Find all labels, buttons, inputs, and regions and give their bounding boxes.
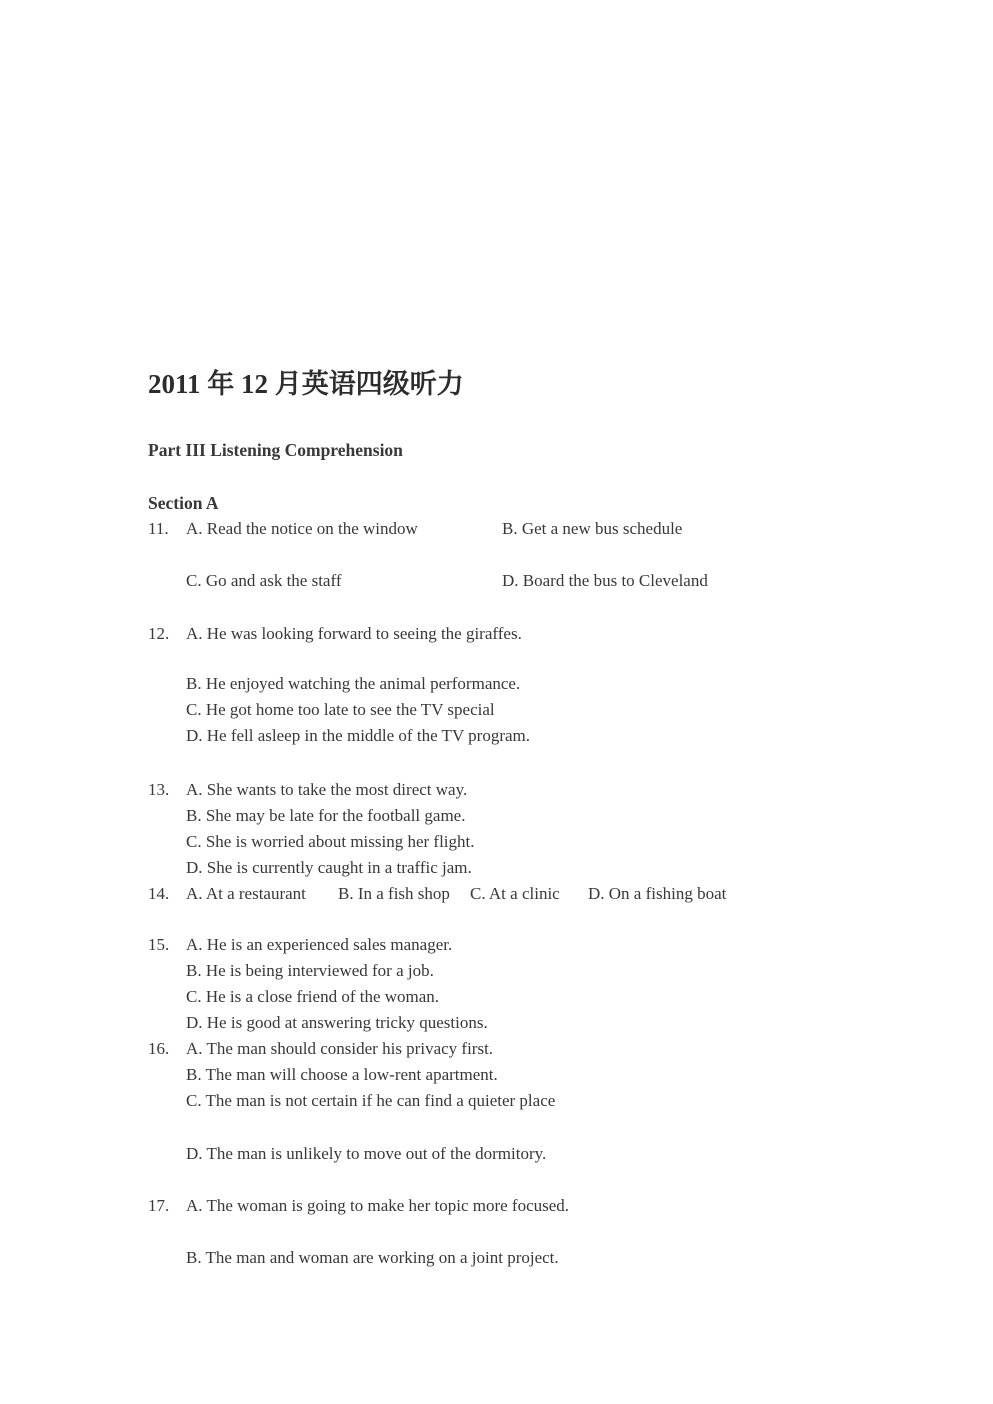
option-b: B. In a fish shop (338, 884, 450, 903)
question-number: 16. (148, 1039, 170, 1058)
question-12-option-b (148, 671, 933, 697)
option-a: A. She wants to take the most direct way. (186, 780, 468, 799)
option-b: B. The man will choose a low-rent apartment. (186, 1065, 498, 1084)
question-12-option-c (148, 697, 933, 723)
question-13-option-c (148, 829, 933, 855)
question-number-spacer (148, 855, 186, 881)
option-c: C. The man is not certain if he can find a quieter place (186, 1091, 556, 1110)
question-number-spacer (148, 1010, 186, 1036)
question-number: 17. (148, 1196, 170, 1215)
section-heading: Section A (148, 493, 219, 513)
question-number-spacer (148, 568, 186, 594)
question-12-option-a (148, 621, 933, 647)
question-number-spacer (148, 1088, 186, 1114)
question-15-option-c (148, 984, 933, 1010)
page-title: 2011 年 12 月英语四级听力 (148, 369, 464, 399)
question-number-spacer (148, 697, 186, 723)
question-16-option-a (148, 1036, 933, 1062)
option-b: B. She may be late for the football game. (186, 806, 466, 825)
option-a: A. The woman is going to make her topic more focused. (186, 1196, 570, 1215)
option-c: C. He got home too late to see the TV special (186, 700, 495, 719)
option-a: A. The man should consider his privacy first. (186, 1039, 494, 1058)
question-number-spacer (148, 1062, 186, 1088)
question-14-line (148, 881, 933, 907)
question-11-line-2 (148, 568, 933, 594)
option-a: A. He is an experienced sales manager. (186, 935, 453, 954)
option-b: B. The man and woman are working on a joint project. (186, 1248, 559, 1267)
option-a: A. At a restaurant (186, 884, 306, 903)
question-13-option-d (148, 855, 933, 881)
option-c: C. Go and ask the staff (186, 571, 342, 590)
option-d: D. She is currently caught in a traffic jam. (186, 858, 472, 877)
option-b: B. He is being interviewed for a job. (186, 961, 434, 980)
option-c: C. At a clinic (470, 884, 560, 903)
question-16-option-c (148, 1088, 933, 1114)
option-d: D. He fell asleep in the middle of the TV program. (186, 726, 531, 745)
option-b: B. Get a new bus schedule (502, 519, 683, 538)
question-11-line-1 (148, 516, 933, 542)
question-number: 13. (148, 780, 170, 799)
option-c: C. He is a close friend of the woman. (186, 987, 440, 1006)
question-13-option-a (148, 777, 933, 803)
option-c: C. She is worried about missing her flight. (186, 832, 475, 851)
question-15-option-d (148, 1010, 933, 1036)
question-15-option-b (148, 958, 933, 984)
question-16-option-b (148, 1062, 933, 1088)
question-number-spacer (148, 803, 186, 829)
question-12-option-d (148, 723, 933, 749)
question-number-spacer (148, 958, 186, 984)
option-b: B. He enjoyed watching the animal performance. (186, 674, 521, 693)
question-number-spacer (148, 1141, 186, 1167)
option-d: D. The man is unlikely to move out of the dormitory. (186, 1144, 547, 1163)
question-number: 11. (148, 519, 169, 538)
question-number-spacer (148, 829, 186, 855)
question-13-option-b (148, 803, 933, 829)
option-d: D. He is good at answering tricky questions. (186, 1013, 488, 1032)
option-d: D. Board the bus to Cleveland (502, 571, 708, 590)
question-17-option-b (148, 1245, 933, 1271)
question-number: 14. (148, 884, 170, 903)
question-number-spacer (148, 723, 186, 749)
option-d: D. On a fishing boat (588, 884, 727, 903)
option-a: A. Read the notice on the window (186, 519, 418, 538)
question-number-spacer (148, 984, 186, 1010)
question-number: 15. (148, 935, 170, 954)
question-number-spacer (148, 671, 186, 697)
question-15-option-a (148, 932, 933, 958)
question-16-option-d (148, 1141, 933, 1167)
part-heading: Part III Listening Comprehension (148, 440, 403, 460)
question-number-spacer (148, 1245, 186, 1271)
question-17-option-a (148, 1193, 933, 1219)
option-a: A. He was looking forward to seeing the giraffes. (186, 624, 522, 643)
question-number: 12. (148, 624, 170, 643)
